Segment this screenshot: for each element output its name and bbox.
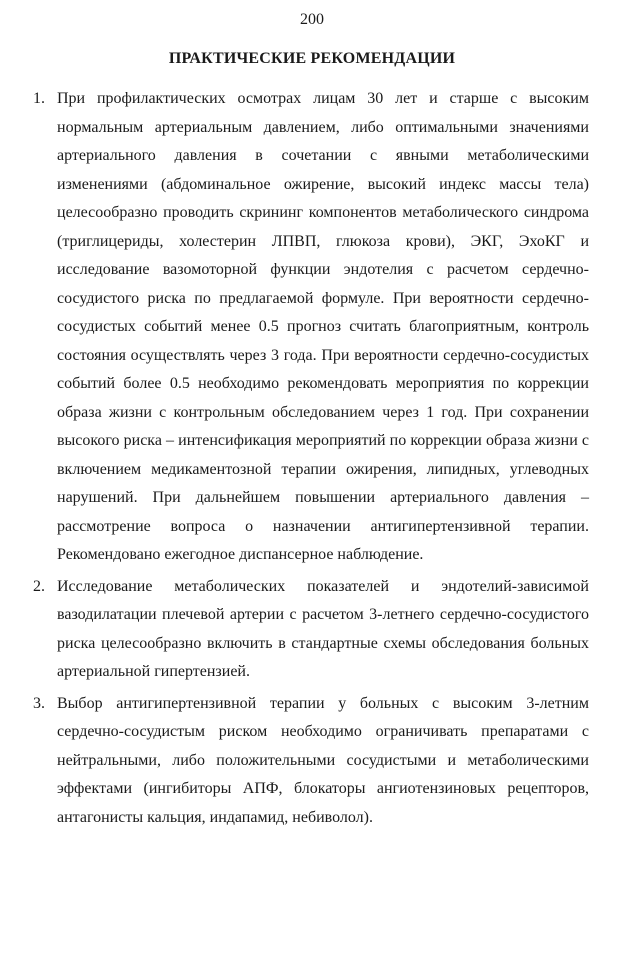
recommendations-list — [33, 85, 589, 835]
section-heading: ПРАКТИЧЕСКИЕ РЕКОМЕНДАЦИИ — [168, 50, 456, 67]
recommendation-text: Исследование метаболических показателей и эндотелий-зависимой вазодилатации плечевой артерии с расчетом 3-летнего сердечно-сосудистого риска целесообразно включить в стандартные схемы обследования больных артериальной гипертензией. — [57, 577, 589, 680]
recommendation-number: 3. — [33, 694, 45, 712]
recommendation-item — [33, 690, 589, 833]
recommendation-number: 1. — [33, 90, 45, 107]
recommendation-item — [33, 573, 589, 687]
recommendation-item — [33, 85, 589, 570]
recommendation-text: Выбор антигипертензивной терапии у больных с высоким 3-летним сердечно-сосудистым риском необходимо ограничивать препаратами с нейтральными, либо положительными сосудистыми и метаболическими эффектами (ингибиторы АПФ, блокаторы ангиотензиновых рецепторов, антагонисты кальция, индапамид, небиволол). — [57, 694, 589, 826]
recommendation-number: 2. — [33, 577, 45, 595]
recommendation-text: При профилактических осмотрах лицам 30 лет и старше с высоким нормальным артериальным давлением, либо оптимальными значениями артериального давления в сочетании с явными метаболическими изменениями (абдоминальное ожирение, высокий индекс массы тела) целесообразно проводить скрининг компонентов метаболического синдрома (триглицериды, холестерин ЛПВП, глюкоза крови), ЭКГ, ЭхоКГ и исследование вазомоторной функции эндотелия с расчетом сердечно-сосудистого риска по предлагаемой формуле. При вероятности сердечно-сосудистых событий менее 0.5 прогноз считать благоприятным, контроль состояния осуществлять через 3 года. При вероятности сердечно-сосудистых событий более 0.5 необходимо рекомендовать мероприятия по коррекции образа жизни с контрольным обследованием через 1 год. При сохранении высокого риска – интенсификация мероприятий по коррекции образа жизни с включением медикаментозной терапии ожирения, липидных, углеводных нарушений. При дальнейшем повышении артериального давления – рассмотрение вопроса о назначении антигипертензивной терапии. Рекомендовано ежегодное диспансерное наблюдение. — [57, 90, 589, 563]
page-number: 200 — [300, 11, 324, 28]
